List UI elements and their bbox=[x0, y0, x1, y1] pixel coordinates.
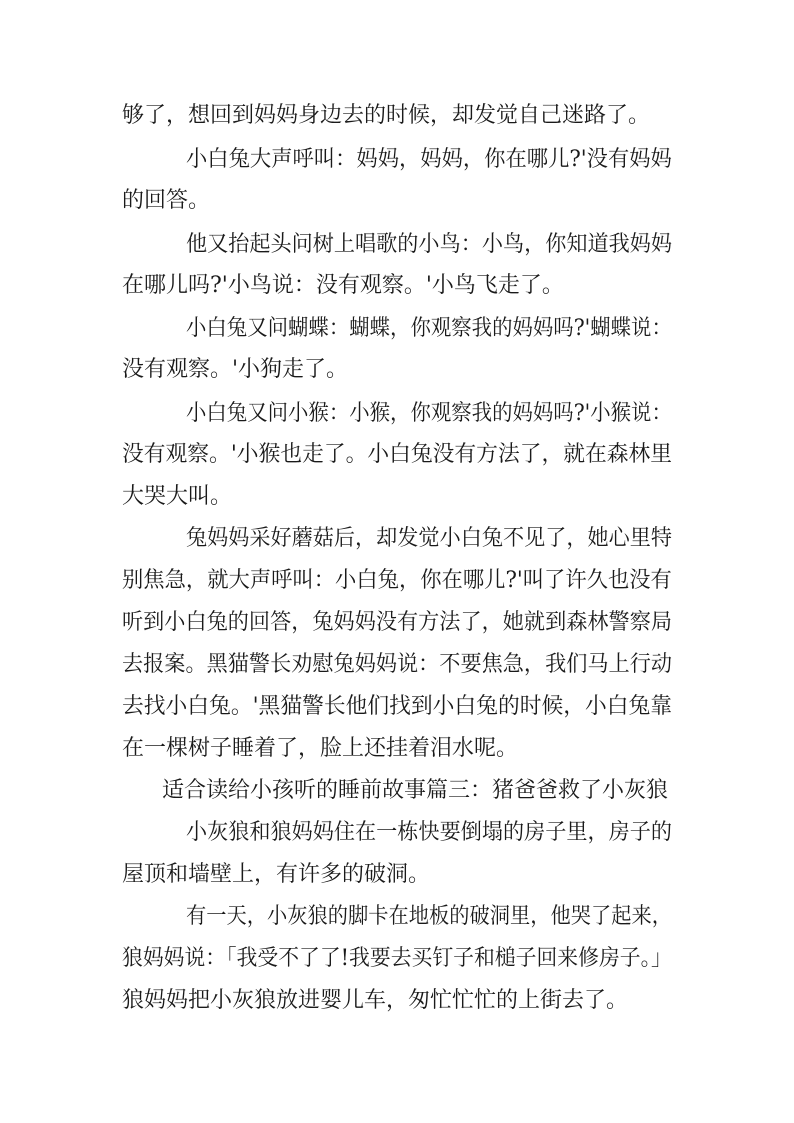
text-line: 大哭大叫。 bbox=[122, 484, 233, 509]
text-line: 在一棵树子睡着了，脸上还挂着泪水呢。 bbox=[122, 736, 519, 761]
text-line: 没有观察。'小狗走了。 bbox=[122, 357, 349, 382]
text-line: 听到小白兔的回答，兔妈妈没有方法了，她就到森林警察局 bbox=[122, 610, 673, 635]
text-line: 的回答。 bbox=[122, 188, 211, 213]
text-line: 去报案。黑猫警长劝慰兔妈妈说：不要焦急，我们马上行动 bbox=[122, 652, 673, 677]
text-line: 狼妈妈说：「我受不了了!我要去买钉子和槌子回来修房子。」 bbox=[122, 946, 672, 971]
paragraph-start: 兔妈妈采好蘑菇后，却发觉小白兔不见了，她心里特 bbox=[186, 526, 673, 551]
paragraph-start: 有一天，小灰狼的脚卡在地板的破洞里，他哭了起来， bbox=[186, 904, 673, 929]
text-line: 屋顶和墙壁上，有许多的破洞。 bbox=[122, 862, 431, 887]
section-heading: 适合读给小孩听的睡前故事篇三：猪爸爸救了小灰狼 bbox=[162, 778, 669, 803]
paragraph-start: 小白兔又问小猴：小猴，你观察我的妈妈吗?'小猴说： bbox=[186, 401, 672, 426]
paragraph-start: 小白兔又问蝴蝶：蝴蝶，你观察我的妈妈吗?'蝴蝶说： bbox=[186, 316, 672, 341]
paragraph-start: 小白兔大声呼叫：妈妈，妈妈，你在哪儿?'没有妈妈 bbox=[186, 147, 672, 172]
text-line: 去找小白兔。'黑猫警长他们找到小白兔的时候，小白兔靠 bbox=[122, 694, 673, 719]
paragraph-start: 小灰狼和狼妈妈住在一栋快要倒塌的房子里，房子的 bbox=[186, 820, 673, 845]
text-line: 没有观察。'小猴也走了。小白兔没有方法了，就在森林里 bbox=[122, 442, 673, 467]
text-line: 在哪儿吗?'小鸟说：没有观察。'小鸟飞走了。 bbox=[122, 273, 564, 298]
text-line: 狼妈妈把小灰狼放进婴儿车，匆忙忙忙的上街去了。 bbox=[122, 988, 629, 1013]
text-line: 别焦急，就大声呼叫：小白兔，你在哪儿?'叫了许久也没有 bbox=[122, 568, 672, 593]
paragraph-start: 他又抬起头问树上唱歌的小鸟：小鸟，你知道我妈妈 bbox=[186, 232, 673, 257]
text-line: 够了，想回到妈妈身边去的时候，却发觉自己迷路了。 bbox=[122, 103, 651, 128]
